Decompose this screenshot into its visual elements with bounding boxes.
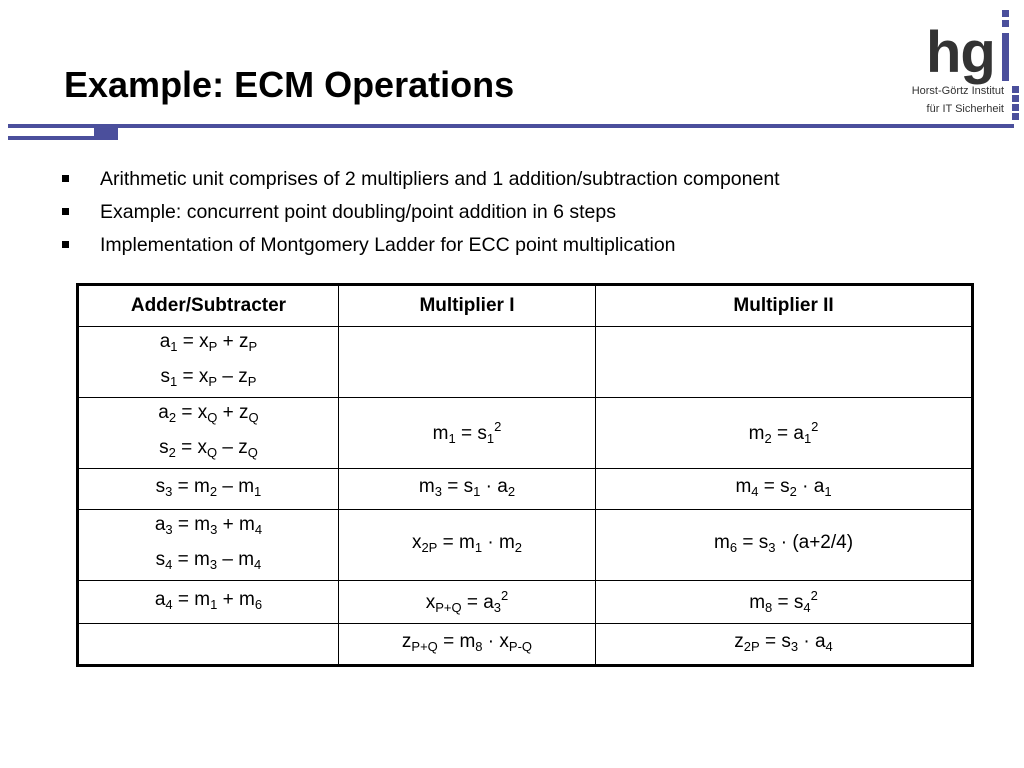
table-row	[78, 624, 973, 666]
table-row	[78, 581, 973, 624]
logo-wordmark: hg	[926, 20, 995, 85]
cell-adder-subtracter	[78, 469, 339, 510]
formula: $s_2 = x_Q - z_Q$	[159, 437, 258, 460]
formula: $z_{2P} = s_3 \cdot a_4$	[734, 630, 833, 654]
logo-i-mark	[1002, 10, 1010, 81]
cell-multiplier-2	[596, 398, 973, 469]
formula: $x_{2P} = m_1 \cdot m_2$	[411, 531, 523, 555]
formula: $s_3 = m_2 - m_1$	[155, 475, 262, 499]
formula: $m_6 = s_3 \cdot (a+2/4)$	[713, 531, 854, 555]
formula: $m_3 = s_1 \cdot a_2$	[418, 475, 516, 499]
formula: $a_3 = m_3 + m_4$	[154, 514, 263, 537]
square-bullet-icon	[62, 175, 69, 182]
bullet-text: Example: concurrent point doubling/point addition in 6 steps	[100, 201, 616, 223]
cell-multiplier-1	[338, 327, 595, 398]
bullet-item	[62, 199, 780, 232]
cell-multiplier-1	[338, 469, 595, 510]
formula: $m_1 = s_1^2$	[432, 419, 502, 446]
cell-multiplier-2	[596, 510, 973, 581]
formula: $m_2 = a_1^2$	[748, 419, 819, 446]
formula: $x_{P+Q} = a_3^2$	[425, 588, 509, 615]
header-multiplier-1: Multiplier I	[338, 285, 595, 327]
cell-adder-subtracter	[78, 398, 339, 469]
cell-multiplier-1	[338, 581, 595, 624]
title-underline-accent	[94, 124, 118, 140]
bullet-text: Implementation of Montgomery Ladder for ECC point multiplication	[100, 234, 676, 256]
slide-title: Example: ECM Operations	[64, 64, 515, 105]
cell-multiplier-1	[338, 624, 595, 666]
header-multiplier-2: Multiplier II	[596, 285, 973, 327]
bullet-item	[62, 232, 780, 265]
bullet-text: Arithmetic unit comprises of 2 multipliers and 1 addition/subtraction component	[100, 168, 780, 190]
logo-line-2: für IT Sicherheit	[926, 103, 1004, 115]
table-row	[78, 469, 973, 510]
cell-adder-subtracter	[78, 581, 339, 624]
ecm-operations-table	[76, 283, 974, 667]
table-body	[78, 327, 973, 666]
formula: $s_4 = m_3 - m_4$	[155, 549, 262, 572]
cell-multiplier-1	[338, 398, 595, 469]
formula: $z_{P+Q} = m_8 \cdot x_{P-Q}$	[401, 630, 533, 654]
cell-adder-subtracter	[78, 327, 339, 398]
title-underline	[8, 124, 1014, 128]
table-header-row	[78, 285, 973, 327]
table-row	[78, 398, 973, 469]
table-row	[78, 510, 973, 581]
formula: $m_4 = s_2 \cdot a_1$	[735, 475, 832, 499]
cell-adder-subtracter	[78, 510, 339, 581]
logo-line-1: Horst-Görtz Institut	[911, 85, 1004, 97]
title-underline-left	[8, 136, 96, 140]
formula: $a_2 = x_Q + z_Q$	[158, 402, 259, 425]
bullet-list	[62, 166, 780, 265]
header-adder-subtracter: Adder/Subtracter	[78, 285, 339, 327]
formula: $s_1 = x_P - z_P$	[160, 366, 257, 389]
formula: $a_1 = x_P + z_P$	[159, 331, 258, 354]
cell-multiplier-2	[596, 469, 973, 510]
hgi-logo	[890, 10, 1020, 120]
bullet-item	[62, 166, 780, 199]
table-row	[78, 327, 973, 398]
square-bullet-icon	[62, 208, 69, 215]
cell-multiplier-2	[596, 581, 973, 624]
cell-multiplier-2	[596, 624, 973, 666]
cell-multiplier-1	[338, 510, 595, 581]
cell-adder-subtracter	[78, 624, 339, 666]
cell-multiplier-2	[596, 327, 973, 398]
formula: $a_4 = m_1 + m_6$	[154, 588, 263, 612]
square-bullet-icon	[62, 241, 69, 248]
logo-bars	[1012, 86, 1020, 122]
formula: $m_8 = s_4^2$	[749, 588, 818, 615]
